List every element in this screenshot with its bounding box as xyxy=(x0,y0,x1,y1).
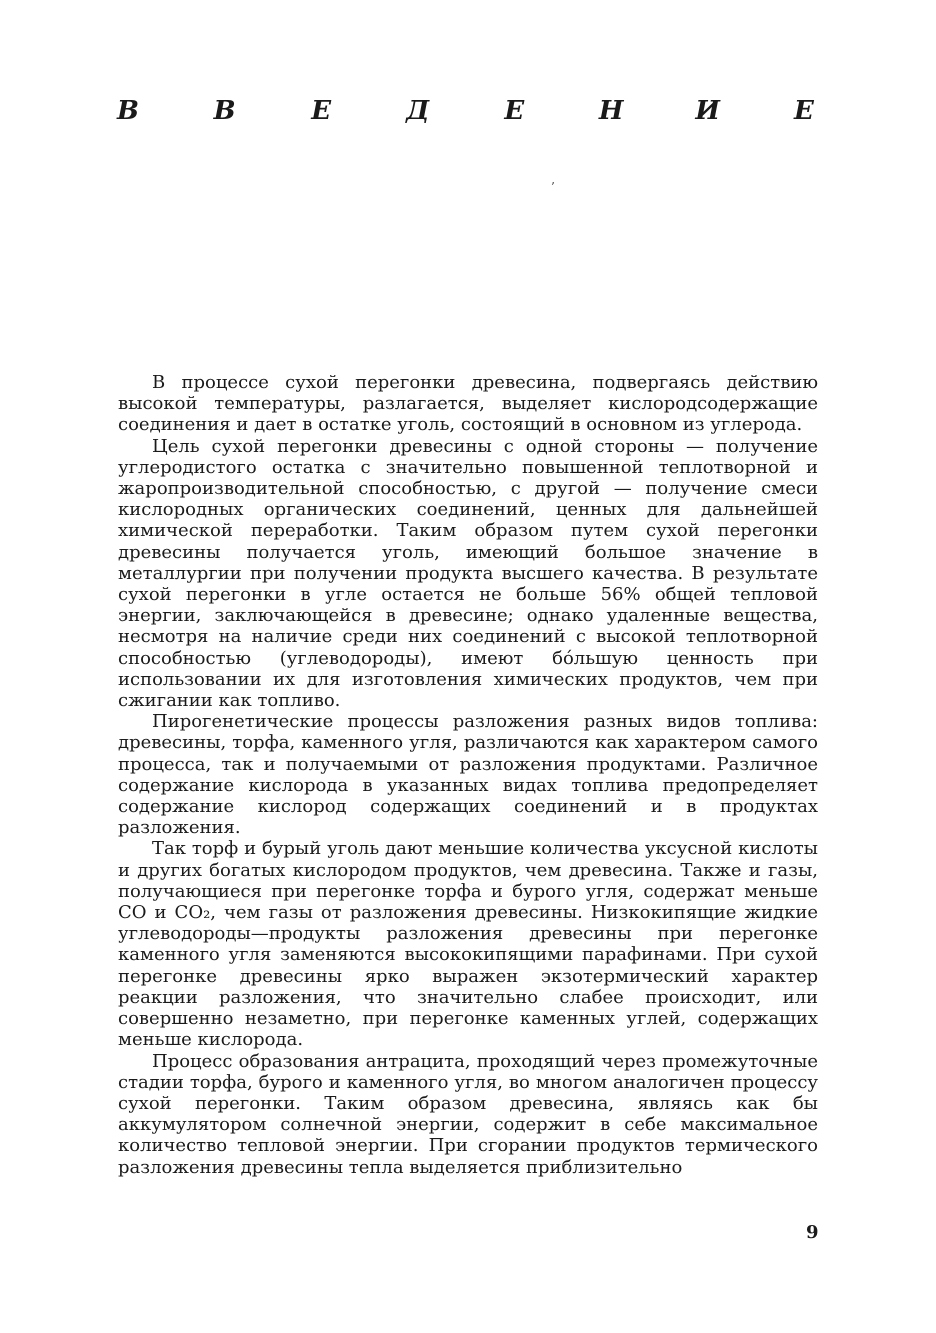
heading-letter: Д xyxy=(406,96,430,126)
paragraph: Так торф и бурый уголь дают меньшие количества уксусной кислоты и других богатых кислородом продуктов, чем древесина. Также и газы, получающиеся при перегонке торфа и бурого угля, содержат меньше CO и CO₂, чем газы от разложения древесины. Низкокипящие жидкие углеводороды—продукты разложения древесины при перегонке каменного угля заменяются высококипящими парафинами. При сухой перегонке древесины ярко выражен экзотермический характер реакции разложения, что значительно слабее происходит, или совершенно незаметно, при перегонке каменных углей, содержащих меньше кислорода. xyxy=(118,838,818,1051)
heading-letter: В xyxy=(117,96,139,126)
page-number: 9 xyxy=(806,1222,819,1243)
heading-letter: Н xyxy=(598,96,624,126)
stray-mark: ’ xyxy=(551,180,555,194)
paragraph: Процесс образования антрацита, проходящий через промежуточные стадии торфа, бурого и каменного угля, во многом аналогичен процессу сухой перегонки. Таким образом древесина, являясь как бы аккумулятором солнечной энергии, содержит в себе максимальное количество тепловой энергии. При сгорании продуктов термического разложения древесины тепла выделяется приблизительно xyxy=(118,1050,818,1178)
heading-letter: В xyxy=(213,96,236,126)
heading-letter: Е xyxy=(794,96,814,126)
chapter-heading xyxy=(116,96,816,126)
paragraph: В процессе сухой перегонки древесина, подвергаясь действию высокой температуры, разлагается, выделяет кислородсодержащие соединения и дает в остатке уголь, состоящий в основном из углерода. xyxy=(118,372,818,436)
heading-letter: Е xyxy=(504,96,525,126)
paragraph: Пирогенетические процессы разложения разных видов топлива: древесины, торфа, каменного угля, различаются как характером самого процесса, так и получаемыми от разложения продуктами. Различное содержание кислорода в указанных видах топлива предопределяет содержание кислород содержащих соединений и в продуктах разложения. xyxy=(118,711,818,839)
heading-letter: Е xyxy=(311,96,332,126)
heading-letter: И xyxy=(695,96,720,126)
body-text xyxy=(118,372,818,1178)
paragraph: Цель сухой перегонки древесины с одной стороны — получение углеродистого остатка с значительно повышенной теплотворной и жаропроизводительной способностью, с другой — получение смеси кислородных органических соединений, ценных для дальнейшей химической переработки. Таким образом путем сухой перегонки древесины получается уголь, имеющий большое значение в металлургии при получении продукта высшего качества. В результате сухой перегонки в угле остается не больше 56% общей тепловой энергии, заключающейся в древесине; однако удаленные вещества, несмотря на наличие среди них соединений с высокой теплотворной способностью (углеводороды), имеют бóльшую ценность при использовании их для изготовления химических продуктов, чем при сжигании как топливо. xyxy=(118,435,818,712)
